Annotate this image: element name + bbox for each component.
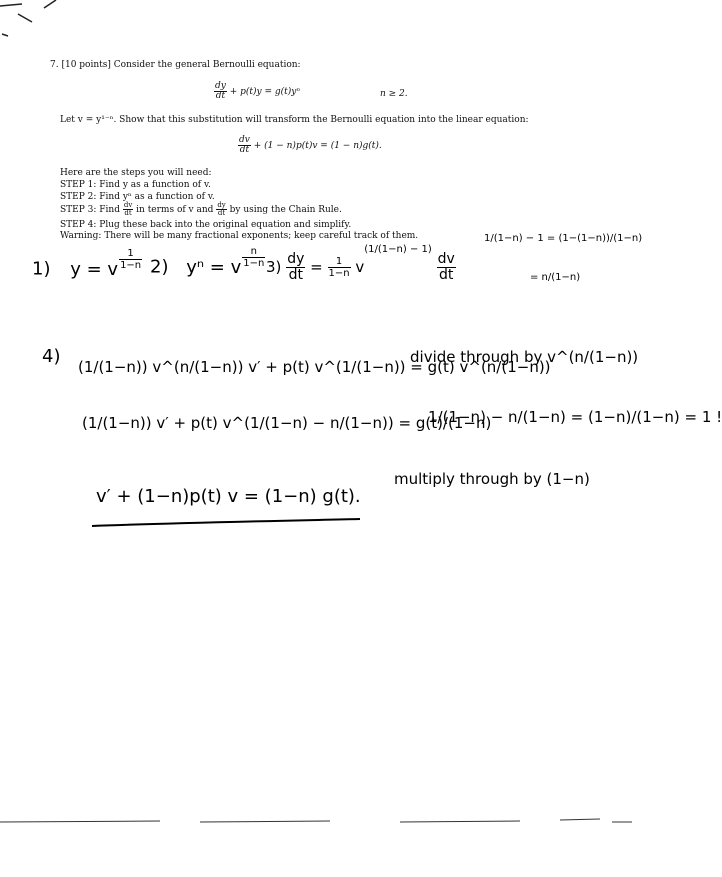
step-3-b: in terms of v and xyxy=(136,205,214,215)
step4-note-multiply: multiply through by (1−n) xyxy=(394,470,590,488)
eq1-numerator: dy xyxy=(215,81,226,91)
eq1-rest: + p(t)y = g(t)yⁿ xyxy=(229,87,301,97)
step3-label: 3) xyxy=(266,258,282,276)
step2-solution xyxy=(150,246,265,279)
step-3-a: STEP 3: Find xyxy=(60,205,120,215)
problem-intro: Consider the general Bernoulli equation: xyxy=(113,60,301,70)
step-1: STEP 1: Find y as a function of v. xyxy=(60,180,211,190)
step4-line1: (1/(1−n)) v^(n/(1−n)) v′ + p(t) v^(1/(1−n)) = g(t) v^(n/(1−n)) xyxy=(78,358,551,376)
step3-numerator: dy xyxy=(287,251,305,267)
bernoulli-equation xyxy=(214,82,300,101)
step4-note-divide: divide through by v^(n/(1−n)) xyxy=(410,348,639,366)
step2-label: 2) xyxy=(150,256,169,278)
bottom-scan-rule xyxy=(0,810,638,830)
problem-points: [10 points] xyxy=(61,60,111,70)
final-answer-underline xyxy=(92,518,360,528)
eq2-numerator: dv xyxy=(239,135,250,145)
step-3-den2: dt xyxy=(217,209,226,217)
step3-equals: = xyxy=(310,258,323,276)
warning-text: Warning: There will be many fractional exponents; keep careful track of them. xyxy=(60,231,419,241)
step1-expression: y = v xyxy=(70,258,119,280)
step2-expression: yⁿ = v xyxy=(186,256,242,278)
step-4: STEP 4: Plug these back into the original equation and simplify. xyxy=(60,220,352,230)
problem-number: 7. xyxy=(50,60,59,70)
eq2-denominator: dt xyxy=(239,145,250,155)
side-calc-2: = n/(1−n) xyxy=(530,272,581,283)
step3-v: v xyxy=(355,258,365,276)
step4-final: v′ + (1−n)p(t) v = (1−n) g(t). xyxy=(96,486,361,507)
step1-label: 1) xyxy=(32,258,51,280)
step1-exp-num: 1 xyxy=(119,248,142,260)
step2-exp-den: 1−n xyxy=(243,258,265,269)
step4-label: 4) xyxy=(42,346,61,367)
step3-coef-num: 1 xyxy=(328,256,351,268)
step3-numerator-2: dv xyxy=(437,251,455,267)
eq1-condition: n ≥ 2. xyxy=(380,89,408,99)
side-calc-1: 1/(1−n) − 1 = (1−(1−n))/(1−n) xyxy=(484,233,643,244)
step1-solution xyxy=(32,248,142,281)
step-3-num2: dy xyxy=(217,201,226,209)
steps-intro: Here are the steps you will need: xyxy=(60,168,212,178)
step1-exp-den: 1−n xyxy=(120,260,142,271)
step3-solution xyxy=(266,244,456,283)
step-2: STEP 2: Find yⁿ as a function of v. xyxy=(60,192,215,202)
step3-coef-den: 1−n xyxy=(328,268,350,279)
substitution-text: Let v = y¹⁻ⁿ. Show that this substitution will transform the Bernoulli equation into the linear equation: xyxy=(60,115,529,125)
corner-scan-mark xyxy=(0,0,70,40)
step-3-den1: dt xyxy=(124,209,132,217)
linear-equation xyxy=(238,136,382,155)
step-3-num1: dv xyxy=(123,201,133,209)
eq2-rest: + (1 − n)p(t)v = (1 − n)g(t). xyxy=(253,141,382,151)
problem-header xyxy=(50,59,301,71)
step3-denominator: dt xyxy=(288,267,303,283)
step-3 xyxy=(60,202,342,217)
eq1-denominator: dt xyxy=(215,91,226,101)
step2-exp-num: n xyxy=(242,246,265,258)
step4-line2: (1/(1−n)) v′ + p(t) v^(1/(1−n) − n/(1−n)) = g(t)/(1−n) xyxy=(82,414,492,432)
step3-denominator-2: dt xyxy=(438,267,454,283)
step4-note-exponent: 1/(1−n) − n/(1−n) = (1−n)/(1−n) = 1 ! xyxy=(428,408,722,426)
step3-exponent: (1/(1−n) − 1) xyxy=(364,244,432,255)
step-3-c: by using the Chain Rule. xyxy=(229,205,342,215)
